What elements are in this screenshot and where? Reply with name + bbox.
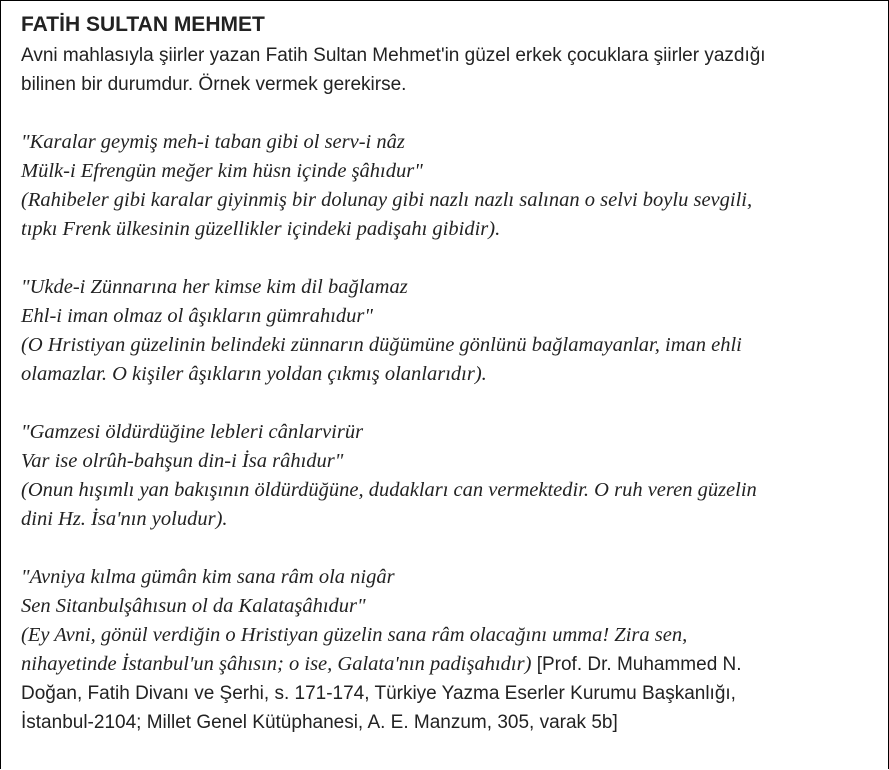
page-title: FATİH SULTAN MEHMET [21,13,265,36]
citation-text: [Prof. Dr. Muhammed N. [531,654,742,675]
intro-paragraph [21,41,881,99]
intro-line: Avni mahlasıyla şiirler yazan Fatih Sultan Mehmet'in güzel erkek çocuklara şiirler yazdığı [21,45,766,66]
translation-line [21,650,881,679]
translation-text: nihayetinde İstanbul'un şâhısın; o ise, Galata'nın padişahıdır) [21,653,532,675]
verse-line: "Gamzesi öldürdüğine lebleri cânlarvirür [21,421,364,443]
translation-line: (Rahibeler gibi karalar giyinmiş bir dolunay gibi nazlı nazlı salınan o selvi boylu sevgili, [21,189,753,211]
verse-line: Sen Sitanbulşâhısun ol da Kalataşâhıdur" [21,595,366,617]
stanza-2 [21,273,881,389]
article-content [21,9,881,737]
stanza-3 [21,418,881,534]
verse-line: Var ise olrûh-bahşun din-i İsa râhıdur" [21,450,344,472]
stanza-4 [21,563,881,737]
translation-line: dini Hz. İsa'nın yoludur). [21,508,228,530]
verse-line: "Karalar geymiş meh-i taban gibi ol serv-i nâz [21,131,405,153]
translation-line: olamazlar. O kişiler âşıkların yoldan çıkmış olanlarıdır). [21,363,487,385]
verse-line: "Avniya kılma gümân kim sana râm ola nigâr [21,566,395,588]
verse-line: Mülk-i Efrengün meğer kim hüsn içinde şâhıdur" [21,160,423,182]
translation-line: tıpkı Frenk ülkesinin güzellikler içindeki padişahı gibidir). [21,218,501,240]
intro-line: bilinen bir durumdur. Örnek vermek gerekirse. [21,74,407,95]
verse-line: "Ukde-i Zünnarına her kimse kim dil bağlamaz [21,276,408,298]
translation-line: (Onun hışımlı yan bakışının öldürdüğüne, dudakları can vermektedir. O ruh veren güzelin [21,479,757,501]
translation-line: (Ey Avni, gönül verdiğin o Hristiyan güzelin sana râm olacağını umma! Zira sen, [21,624,688,646]
translation-line: (O Hristiyan güzelinin belindeki zünnarın düğümüne gönlünü bağlamayanlar, iman ehli [21,334,742,356]
stanza-1 [21,128,881,244]
citation-line: İstanbul-2104; Millet Genel Kütüphanesi, A. E. Manzum, 305, varak 5b] [21,712,618,733]
citation-line: Doğan, Fatih Divanı ve Şerhi, s. 171-174, Türkiye Yazma Eserler Kurumu Başkanlığı, [21,683,736,704]
verse-line: Ehl-i iman olmaz ol âşıkların gümrahıdur" [21,305,373,327]
